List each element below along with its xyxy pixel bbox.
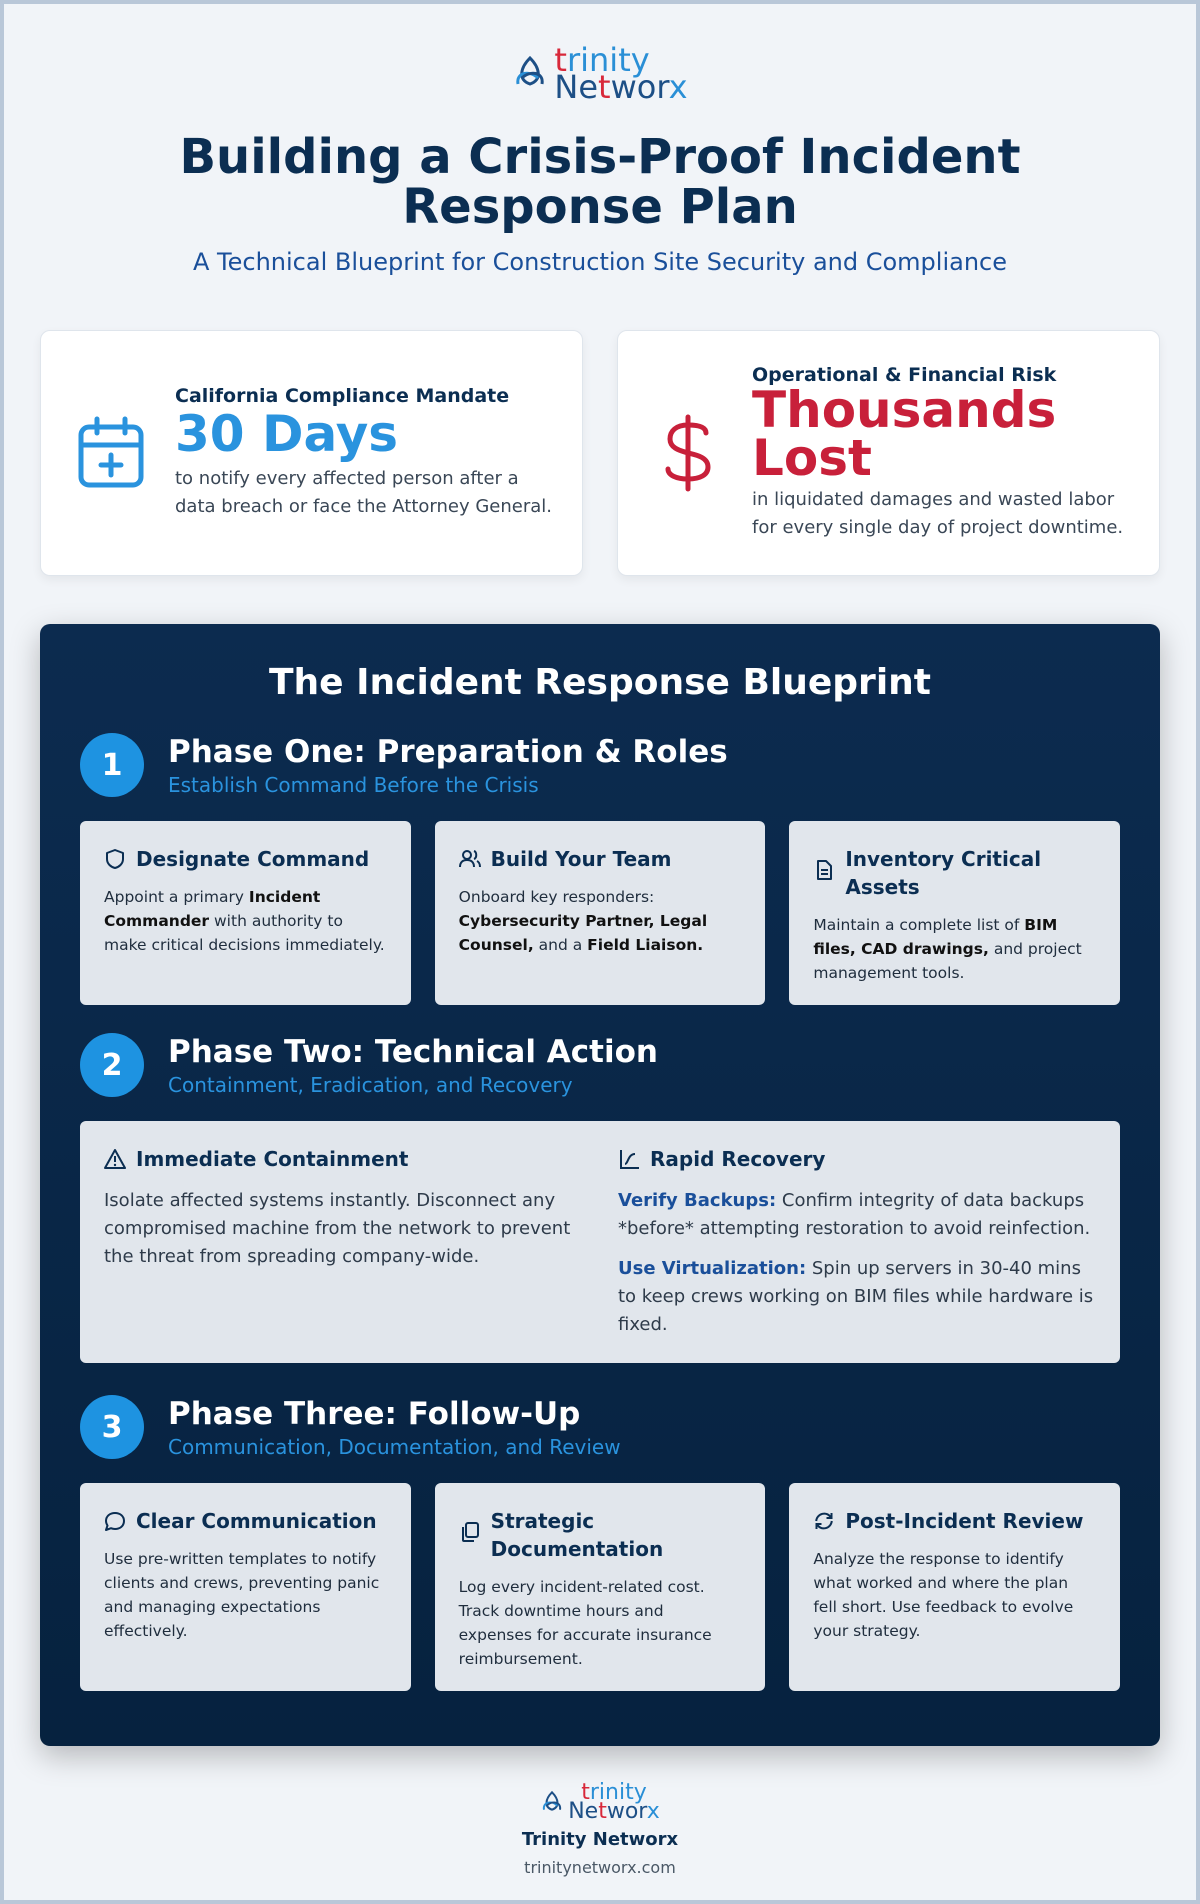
card-title: Clear Communication [136, 1509, 377, 1533]
refresh-icon [813, 1510, 835, 1532]
stat-description: to notify every affected person after a data breach or face the Attorney General. [175, 468, 553, 517]
stat-value: Thousands Lost [752, 381, 1057, 487]
stat-cards [40, 330, 1160, 576]
chart-icon [618, 1148, 640, 1170]
phase-subtitle: Communication, Documentation, and Review [168, 1435, 621, 1459]
phase-number-badge: 1 [80, 733, 144, 797]
users-icon [459, 848, 481, 870]
card-body: Isolate affected systems instantly. Disconnect any compromised machine from the network to prevent the threat from spreading company-wide. [104, 1190, 571, 1267]
footer-logo [4, 1780, 1196, 1824]
calendar-plus-icon [77, 413, 145, 493]
logo-wordmark: trinity Networx [554, 40, 688, 106]
technical-action-card [80, 1121, 1120, 1363]
card-body: Use pre-written templates to notify clients and crews, preventing panic and managing expectations effectively. [104, 1550, 380, 1640]
recovery-point-virtualization: Use Virtualization: Spin up servers in 30-40 mins to keep crews working on BIM files while hardware is fixed. [618, 1258, 1094, 1335]
phase-header [80, 733, 1120, 797]
card-title: Rapid Recovery [650, 1147, 826, 1171]
stat-card-financial-risk [617, 330, 1160, 576]
shield-icon [104, 848, 126, 870]
stat-text [175, 385, 552, 521]
card-clear-communication [80, 1483, 411, 1691]
recovery-point-backups: Verify Backups: Confirm integrity of data backups *before* attempting restoration to avoid reinfection. [618, 1190, 1091, 1239]
company-url: trinitynetworx.com [524, 1858, 676, 1878]
stat-value: 30 Days [175, 405, 399, 463]
card-body: Appoint a primary Incident Commander with authority to make critical decisions immediately. [104, 888, 385, 954]
phase-header [80, 1033, 1120, 1097]
trinity-knot-icon [540, 1789, 564, 1817]
card-build-team [435, 821, 766, 1005]
phase-cards [80, 1483, 1120, 1691]
blueprint-title: The Incident Response Blueprint [269, 662, 931, 703]
stat-label: California Compliance Mandate [175, 385, 510, 407]
page-subtitle: A Technical Blueprint for Construction Site Security and Compliance [192, 248, 1008, 276]
stat-card-compliance [40, 330, 583, 576]
phase-subtitle: Establish Command Before the Crisis [168, 773, 539, 797]
copy-icon [459, 1521, 481, 1543]
company-name: Trinity Networx [521, 1829, 679, 1851]
card-title: Designate Command [136, 847, 370, 871]
card-title: Build Your Team [490, 847, 672, 871]
card-body: Onboard key responders: Cybersecurity Partner, Legal Counsel, and a Field Liaison. [458, 888, 708, 954]
card-body: Log every incident-related cost. Track downtime hours and expenses for accurate insurance reimbursement. [458, 1578, 712, 1668]
card-title: Post-Incident Review [845, 1509, 1084, 1533]
card-title: Inventory Critical Assets [845, 847, 1042, 899]
card-body: Analyze the response to identify what worked and where the plan fell short. Use feedback to evolve your strategy. [813, 1550, 1074, 1640]
brand-logo [4, 34, 1196, 114]
warning-icon [104, 1148, 126, 1170]
phase-title: Phase Three: Follow-Up [168, 1396, 581, 1432]
infographic-page [4, 34, 1196, 1904]
phase-number-badge: 3 [80, 1395, 144, 1459]
phase-cards [80, 821, 1120, 1005]
dollar-icon [654, 413, 722, 493]
phase-number-badge: 2 [80, 1033, 144, 1097]
stat-label: Operational & Financial Risk [752, 364, 1057, 386]
phase-header [80, 1395, 1120, 1459]
card-title: Immediate Containment [136, 1147, 409, 1171]
file-icon [813, 859, 835, 881]
stat-text [752, 364, 1129, 542]
trinity-knot-icon [512, 54, 548, 94]
blueprint-panel [40, 624, 1160, 1746]
card-designate-command [80, 821, 411, 1005]
chat-bubble-icon [104, 1510, 126, 1532]
card-post-incident-review [789, 1483, 1120, 1691]
logo-wordmark: trinity Networx [568, 1780, 660, 1824]
footer [4, 1780, 1196, 1878]
card-strategic-documentation [435, 1483, 766, 1691]
phase-subtitle: Containment, Eradication, and Recovery [168, 1073, 573, 1097]
card-body: Maintain a complete list of BIM files, CAD drawings, and project management tools. [813, 916, 1082, 982]
phase-title: Phase Two: Technical Action [168, 1034, 658, 1070]
phase-title: Phase One: Preparation & Roles [168, 734, 728, 770]
page-title: Building a Crisis-Proof Incident Response Plan [179, 129, 1021, 235]
recovery-column [618, 1145, 1096, 1339]
stat-description: in liquidated damages and wasted labor for every single day of project downtime. [752, 489, 1124, 538]
card-title: Strategic Documentation [490, 1509, 664, 1561]
card-inventory-assets [789, 821, 1120, 1005]
containment-column [104, 1145, 582, 1339]
